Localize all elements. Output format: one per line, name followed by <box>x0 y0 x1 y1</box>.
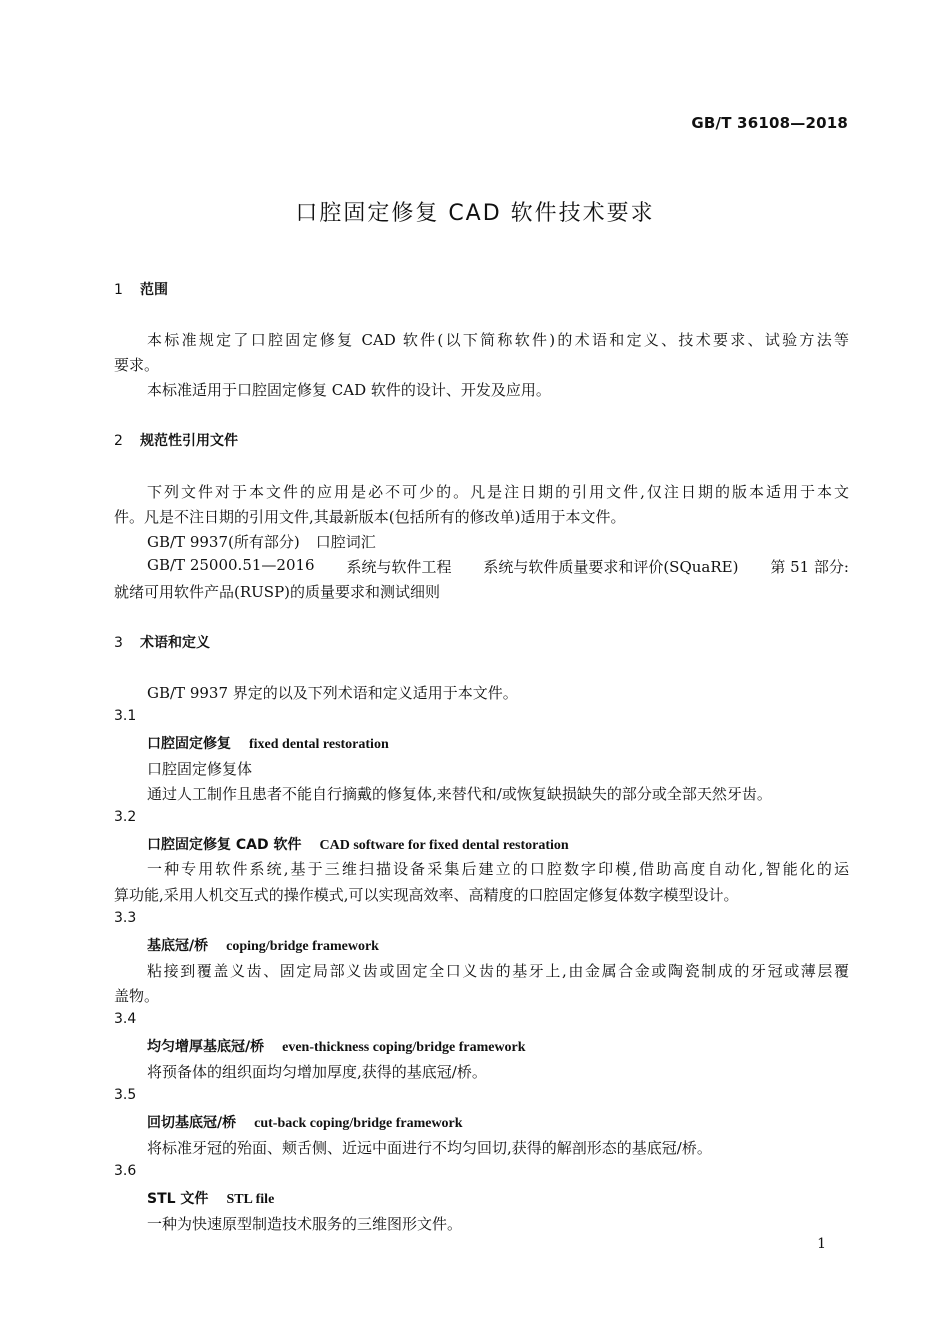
reference-code: GB/T 25000.51—2016 <box>147 556 315 574</box>
term-number: 3.2 <box>114 809 137 825</box>
term-definition-line-1: 一种专用软件系统,基于三维扫描设备采集后建立的口腔数字印模,借助高度自动化,智能化的运 <box>147 860 849 878</box>
term-number: 3.1 <box>114 708 137 724</box>
scope-para-1-line-1: 本标准规定了口腔固定修复 CAD 软件(以下简称软件)的术语和定义、技术要求、试验方法等 <box>147 331 849 349</box>
reference-title-part-b: 系统与软件质量要求和评价(SQuaRE) <box>483 558 739 576</box>
term-number: 3.3 <box>114 910 137 926</box>
term-heading <box>147 935 379 955</box>
document-title: 口腔固定修复 CAD 软件技术要求 <box>295 201 655 226</box>
term-zh: STL 文件 <box>147 1191 209 1207</box>
section-number: 3 <box>114 635 123 651</box>
term-number: 3.5 <box>114 1087 137 1103</box>
term-heading <box>147 733 389 753</box>
term-definition-line-2: 算功能,采用人机交互式的操作模式,可以实现高效率、高精度的口腔固定修复体数字模型设计。 <box>114 886 739 904</box>
scope-para-2: 本标准适用于口腔固定修复 CAD 软件的设计、开发及应用。 <box>147 381 551 399</box>
term-zh: 回切基底冠/桥 <box>147 1115 237 1131</box>
reference-item-2-line-2: 就绪可用软件产品(RUSP)的质量要求和测试细则 <box>114 583 441 601</box>
term-heading <box>147 834 569 854</box>
page-number: 1 <box>817 1236 826 1252</box>
section-heading-terms <box>114 632 210 652</box>
term-en: even-thickness coping/bridge framework <box>282 1040 526 1055</box>
term-definition-line-1: 粘接到覆盖义齿、固定局部义齿或固定全口义齿的基牙上,由金属合金或陶瓷制成的牙冠或薄层覆 <box>147 962 849 980</box>
references-intro-line-1: 下列文件对于本文件的应用是必不可少的。凡是注日期的引用文件,仅注日期的版本适用于本文 <box>147 483 849 501</box>
reference-title-part-a: 系统与软件工程 <box>346 558 452 576</box>
term-definition: 一种为快速原型制造技术服务的三维图形文件。 <box>147 1215 463 1233</box>
term-definition-line-2: 盖物。 <box>114 987 160 1005</box>
reference-code: GB/T 9937(所有部分) <box>147 533 300 551</box>
term-zh: 口腔固定修复 CAD 软件 <box>147 837 302 853</box>
term-zh: 均匀增厚基底冠/桥 <box>147 1039 265 1055</box>
term-zh: 口腔固定修复 <box>147 736 231 752</box>
term-en: coping/bridge framework <box>226 939 379 954</box>
section-title: 范围 <box>140 282 168 298</box>
term-heading <box>147 1112 463 1132</box>
term-en: fixed dental restoration <box>249 737 389 752</box>
term-definition: 将预备体的组织面均匀增加厚度,获得的基底冠/桥。 <box>147 1063 487 1081</box>
section-heading-references <box>114 430 238 450</box>
terms-intro: GB/T 9937 界定的以及下列术语和定义适用于本文件。 <box>147 684 518 702</box>
term-zh: 基底冠/桥 <box>147 938 209 954</box>
section-heading-scope <box>114 279 168 299</box>
standard-number: GB/T 36108—2018 <box>691 114 848 132</box>
term-en: CAD software for fixed dental restoration <box>319 838 569 853</box>
section-title: 规范性引用文件 <box>140 433 238 449</box>
term-alt: 口腔固定修复体 <box>147 760 253 778</box>
section-title: 术语和定义 <box>140 635 210 651</box>
term-number: 3.6 <box>114 1163 137 1179</box>
reference-title: 口腔词汇 <box>315 533 376 551</box>
section-number: 2 <box>114 433 123 449</box>
term-definition: 将标准牙冠的殆面、颊舌侧、近远中面进行不均匀回切,获得的解剖形态的基底冠/桥。 <box>147 1139 712 1157</box>
reference-item-2 <box>147 556 849 577</box>
term-number: 3.4 <box>114 1011 137 1027</box>
section-number: 1 <box>114 282 123 298</box>
scope-para-1-line-2: 要求。 <box>114 356 160 374</box>
term-en: cut-back coping/bridge framework <box>254 1116 463 1131</box>
term-en: STL file <box>226 1192 275 1207</box>
term-heading <box>147 1188 274 1208</box>
term-definition: 通过人工制作且患者不能自行摘戴的修复体,来替代和/或恢复缺损缺失的部分或全部天然牙齿。 <box>147 785 772 803</box>
references-intro-line-2: 件。凡是不注日期的引用文件,其最新版本(包括所有的修改单)适用于本文件。 <box>114 508 626 526</box>
reference-item-1 <box>147 531 376 552</box>
term-heading <box>147 1036 526 1056</box>
reference-title-part-c: 第 51 部分: <box>770 558 849 576</box>
